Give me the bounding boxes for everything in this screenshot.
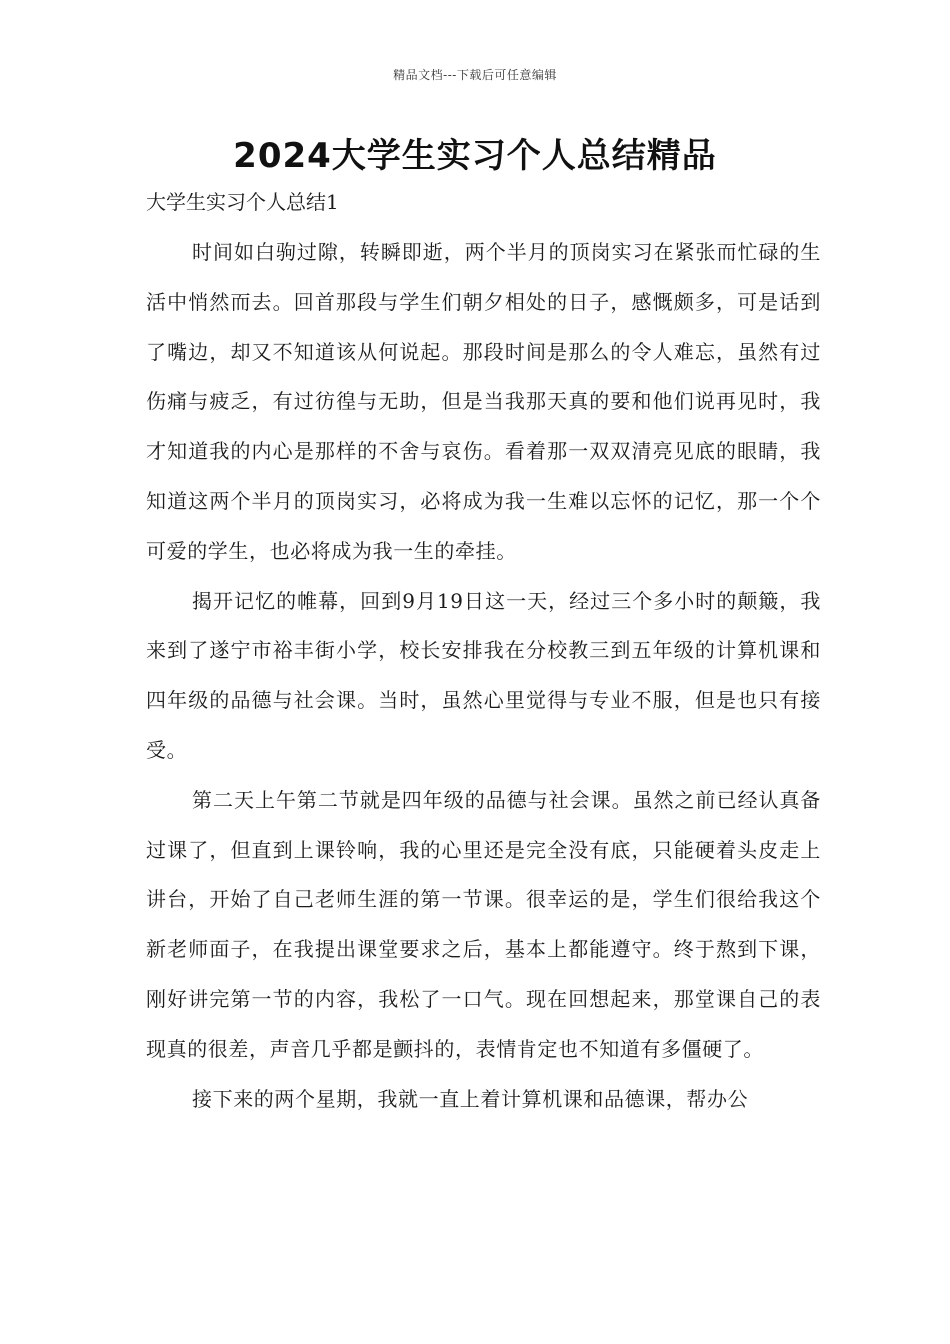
document-title: 2024大学生实习个人总结精品	[233, 136, 717, 176]
paragraph: 时间如白驹过隙，转瞬即逝，两个半月的顶岗实习在紧张而忙碌的生活中悄然而去。回首那段与学生们朝夕相处的日子，感慨颇多，可是话到了嘴边，却又不知道该从何说起。那段时间是那么的令人难忘，虽然有过伤痛与疲乏，有过彷徨与无助，但是当我那天真的要和他们说再见时，我才知道我的内心是那样的不舍与哀伤。看着那一双双清亮见底的眼睛，我知道这两个半月的顶岗实习，必将成为我一生难以忘怀的记忆，那一个个可爱的学生，也必将成为我一生的牵挂。	[146, 240, 821, 563]
paragraph: 第二天上午第二节就是四年级的品德与社会课。虽然之前已经认真备过课了，但直到上课铃响，我的心里还是完全没有底，只能硬着头皮走上讲台，开始了自己老师生涯的第一节课。很幸运的是，学生们很给我这个新老师面子，在我提出课堂要求之后，基本上都能遵守。终于熬到下课，刚好讲完第一节的内容，我松了一口气。现在回想起来，那堂课自己的表现真的很差，声音几乎都是颤抖的，表情肯定也不知道有多僵硬了。	[146, 787, 821, 1061]
paragraph: 接下来的两个星期，我就一直上着计算机课和品德课，帮办公	[192, 1086, 749, 1111]
header-note: 精品文档---下载后可任意编辑	[393, 68, 557, 82]
paragraph: 揭开记忆的帷幕，回到9月19日这一天，经过三个多小时的颠簸，我来到了遂宁市裕丰街小学，校长安排我在分校教三到五年级的计算机课和四年级的品德与社会课。当时，虽然心里觉得与专业不服，但是也只有接受。	[146, 588, 821, 762]
body-text	[146, 228, 821, 1124]
section-subtitle: 大学生实习个人总结1	[146, 190, 339, 214]
